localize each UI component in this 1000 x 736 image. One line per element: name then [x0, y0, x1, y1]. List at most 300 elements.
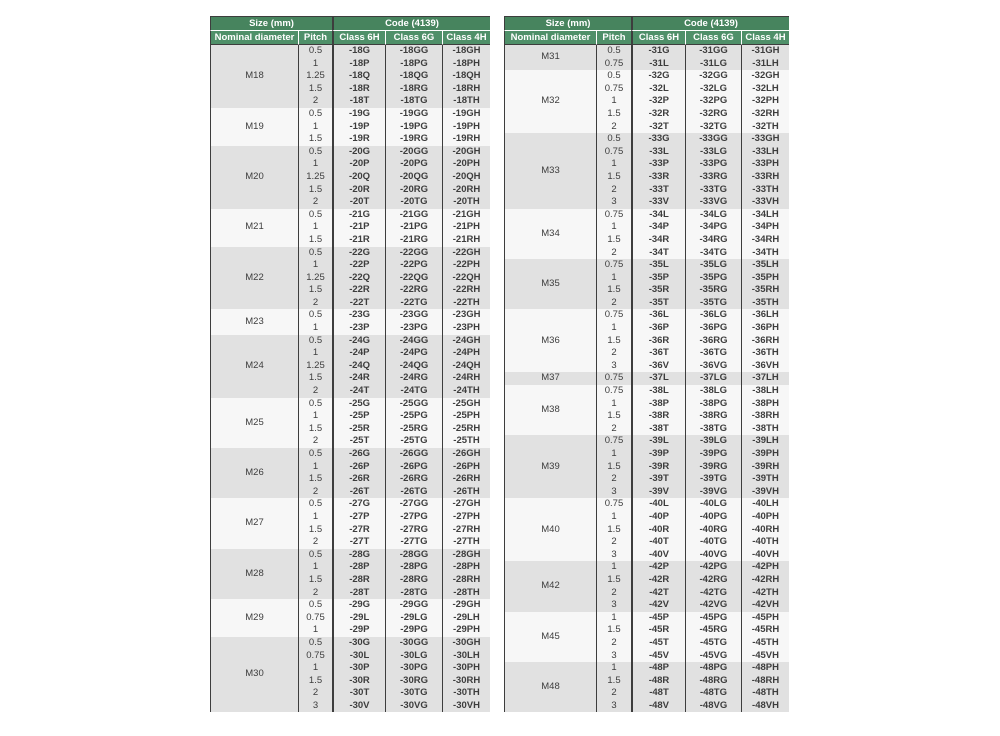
pitch-cell: 1.5 — [298, 524, 332, 537]
class-6h-cell: -28G — [332, 549, 385, 562]
class-6g-cell: -48VG — [685, 700, 741, 713]
class-6g-cell: -27PG — [385, 511, 442, 524]
pitch-cell: 2 — [298, 196, 332, 209]
class-6h-cell: -32P — [631, 95, 685, 108]
class-4h-cell: -39VH — [741, 486, 789, 499]
size-group-header: Size (mm) — [210, 17, 332, 31]
pitch-cell: 2 — [298, 687, 332, 700]
pitch-cell: 2 — [596, 247, 631, 260]
class-6h-cell: -22T — [332, 297, 385, 310]
col-header-pitch: Pitch — [298, 31, 332, 45]
class-4h-cell: -31LH — [741, 58, 789, 71]
class-6g-cell: -38LG — [685, 385, 741, 398]
class-6g-cell: -33GG — [685, 133, 741, 146]
pitch-cell: 2 — [298, 587, 332, 600]
class-6h-cell: -30P — [332, 662, 385, 675]
class-6h-cell: -30R — [332, 675, 385, 688]
class-6g-cell: -35PG — [685, 272, 741, 285]
class-6g-cell: -39RG — [685, 461, 741, 474]
tables-container — [210, 16, 789, 712]
nominal-diameter-cell: M26 — [210, 448, 298, 498]
thread-table-right-body — [504, 45, 789, 712]
pitch-cell: 0.5 — [298, 599, 332, 612]
pitch-cell: 1 — [298, 259, 332, 272]
pitch-cell: 2 — [298, 435, 332, 448]
table-row — [210, 146, 490, 159]
class-6h-cell: -32L — [631, 83, 685, 96]
pitch-cell: 1 — [298, 624, 332, 637]
class-4h-cell: -34PH — [741, 221, 789, 234]
class-6g-cell: -31GG — [685, 45, 741, 58]
pitch-cell: 1.5 — [596, 675, 631, 688]
class-6h-cell: -42R — [631, 574, 685, 587]
pitch-cell: 1.5 — [596, 284, 631, 297]
class-6h-cell: -20G — [332, 146, 385, 159]
class-6g-cell: -42RG — [685, 574, 741, 587]
pitch-cell: 1 — [298, 662, 332, 675]
class-6g-cell: -20GG — [385, 146, 442, 159]
nominal-diameter-cell: M23 — [210, 309, 298, 334]
class-6g-cell: -20QG — [385, 171, 442, 184]
class-6g-cell: -45VG — [685, 650, 741, 663]
class-4h-cell: -28TH — [442, 587, 490, 600]
class-6g-cell: -32PG — [685, 95, 741, 108]
class-6g-cell: -37LG — [685, 372, 741, 385]
table-row — [210, 549, 490, 562]
table-row — [504, 498, 789, 511]
pitch-cell: 1.5 — [298, 284, 332, 297]
class-4h-cell: -25PH — [442, 410, 490, 423]
nominal-diameter-cell: M29 — [210, 599, 298, 637]
class-4h-cell: -35LH — [741, 259, 789, 272]
class-6g-cell: -28RG — [385, 574, 442, 587]
class-6h-cell: -24P — [332, 347, 385, 360]
class-4h-cell: -18QH — [442, 70, 490, 83]
class-6h-cell: -35P — [631, 272, 685, 285]
pitch-cell: 0.75 — [596, 372, 631, 385]
table-row — [210, 45, 490, 58]
class-4h-cell: -30LH — [442, 650, 490, 663]
class-6g-cell: -22GG — [385, 247, 442, 260]
class-4h-cell: -38TH — [741, 423, 789, 436]
class-4h-cell: -32GH — [741, 70, 789, 83]
pitch-cell: 1 — [596, 511, 631, 524]
class-6h-cell: -32T — [631, 121, 685, 134]
pitch-cell: 2 — [596, 297, 631, 310]
class-6g-cell: -24RG — [385, 372, 442, 385]
table-row — [210, 108, 490, 121]
class-6h-cell: -36V — [631, 360, 685, 373]
class-4h-cell: -27RH — [442, 524, 490, 537]
table-row — [210, 637, 490, 650]
class-6g-cell: -20RG — [385, 184, 442, 197]
class-6g-cell: -20TG — [385, 196, 442, 209]
class-4h-cell: -18GH — [442, 45, 490, 58]
col-header-class-4h: Class 4H — [442, 31, 490, 45]
nominal-diameter-cell: M31 — [504, 45, 596, 70]
class-6h-cell: -25G — [332, 398, 385, 411]
class-6g-cell: -30RG — [385, 675, 442, 688]
pitch-cell: 0.5 — [298, 637, 332, 650]
class-6g-cell: -42VG — [685, 599, 741, 612]
class-4h-cell: -36PH — [741, 322, 789, 335]
class-6g-cell: -19PG — [385, 121, 442, 134]
class-6h-cell: -39P — [631, 448, 685, 461]
pitch-cell: 0.75 — [596, 259, 631, 272]
pitch-cell: 0.5 — [298, 309, 332, 322]
class-6h-cell: -18T — [332, 95, 385, 108]
class-6h-cell: -31L — [631, 58, 685, 71]
class-6h-cell: -28T — [332, 587, 385, 600]
class-4h-cell: -25RH — [442, 423, 490, 436]
class-6g-cell: -48PG — [685, 662, 741, 675]
class-6h-cell: -35R — [631, 284, 685, 297]
class-6g-cell: -27TG — [385, 536, 442, 549]
class-6h-cell: -24T — [332, 385, 385, 398]
class-4h-cell: -24PH — [442, 347, 490, 360]
nominal-diameter-cell: M40 — [504, 498, 596, 561]
class-6h-cell: -38R — [631, 410, 685, 423]
class-6g-cell: -36VG — [685, 360, 741, 373]
class-6h-cell: -30T — [332, 687, 385, 700]
pitch-cell: 0.75 — [596, 146, 631, 159]
class-6h-cell: -40L — [631, 498, 685, 511]
table-row — [504, 385, 789, 398]
class-4h-cell: -20TH — [442, 196, 490, 209]
nominal-diameter-cell: M24 — [210, 335, 298, 398]
pitch-cell: 0.5 — [298, 335, 332, 348]
pitch-cell: 2 — [596, 587, 631, 600]
class-4h-cell: -32PH — [741, 95, 789, 108]
class-6g-cell: -33LG — [685, 146, 741, 159]
class-4h-cell: -29PH — [442, 624, 490, 637]
class-6g-cell: -28GG — [385, 549, 442, 562]
class-4h-cell: -40VH — [741, 549, 789, 562]
pitch-cell: 0.75 — [298, 612, 332, 625]
nominal-diameter-cell: M38 — [504, 385, 596, 435]
class-6g-cell: -33VG — [685, 196, 741, 209]
class-6h-cell: -34P — [631, 221, 685, 234]
size-group-header: Size (mm) — [504, 17, 631, 31]
table-row — [504, 435, 789, 448]
class-6h-cell: -33L — [631, 146, 685, 159]
class-4h-cell: -36TH — [741, 347, 789, 360]
class-6h-cell: -45R — [631, 624, 685, 637]
nominal-diameter-cell: M27 — [210, 498, 298, 548]
class-6h-cell: -21R — [332, 234, 385, 247]
class-6g-cell: -23PG — [385, 322, 442, 335]
class-4h-cell: -21PH — [442, 221, 490, 234]
pitch-cell: 1 — [596, 322, 631, 335]
class-6h-cell: -18G — [332, 45, 385, 58]
nominal-diameter-cell: M18 — [210, 45, 298, 108]
class-6h-cell: -26P — [332, 461, 385, 474]
class-6h-cell: -42V — [631, 599, 685, 612]
class-4h-cell: -22GH — [442, 247, 490, 260]
class-6g-cell: -26PG — [385, 461, 442, 474]
class-6g-cell: -24PG — [385, 347, 442, 360]
class-6g-cell: -39TG — [685, 473, 741, 486]
class-6h-cell: -36T — [631, 347, 685, 360]
class-6h-cell: -31G — [631, 45, 685, 58]
class-6h-cell: -18P — [332, 58, 385, 71]
class-4h-cell: -24TH — [442, 385, 490, 398]
class-6g-cell: -25GG — [385, 398, 442, 411]
class-6g-cell: -23GG — [385, 309, 442, 322]
pitch-cell: 0.5 — [298, 398, 332, 411]
pitch-cell: 1 — [596, 662, 631, 675]
class-4h-cell: -40TH — [741, 536, 789, 549]
class-6h-cell: -25R — [332, 423, 385, 436]
pitch-cell: 1.5 — [298, 574, 332, 587]
col-header-class-4h: Class 4H — [741, 31, 789, 45]
nominal-diameter-cell: M33 — [504, 133, 596, 209]
class-6g-cell: -21GG — [385, 209, 442, 222]
class-6g-cell: -32GG — [685, 70, 741, 83]
pitch-cell: 0.5 — [596, 45, 631, 58]
pitch-cell: 0.75 — [596, 435, 631, 448]
class-6g-cell: -35TG — [685, 297, 741, 310]
class-6g-cell: -42PG — [685, 561, 741, 574]
class-6g-cell: -21RG — [385, 234, 442, 247]
class-4h-cell: -29GH — [442, 599, 490, 612]
class-6g-cell: -36TG — [685, 347, 741, 360]
class-6g-cell: -27GG — [385, 498, 442, 511]
class-6g-cell: -30PG — [385, 662, 442, 675]
table-row — [504, 612, 789, 625]
class-4h-cell: -19PH — [442, 121, 490, 134]
class-6h-cell: -20P — [332, 158, 385, 171]
col-header-class-6h: Class 6H — [332, 31, 385, 45]
class-4h-cell: -26RH — [442, 473, 490, 486]
class-4h-cell: -28GH — [442, 549, 490, 562]
col-header-class-6g: Class 6G — [685, 31, 741, 45]
class-6g-cell: -26RG — [385, 473, 442, 486]
nominal-diameter-cell: M35 — [504, 259, 596, 309]
class-6g-cell: -35RG — [685, 284, 741, 297]
class-6h-cell: -42P — [631, 561, 685, 574]
class-4h-cell: -40RH — [741, 524, 789, 537]
class-4h-cell: -45TH — [741, 637, 789, 650]
class-6g-cell: -25RG — [385, 423, 442, 436]
class-4h-cell: -39TH — [741, 473, 789, 486]
nominal-diameter-cell: M28 — [210, 549, 298, 599]
class-6g-cell: -30LG — [385, 650, 442, 663]
class-6g-cell: -40TG — [685, 536, 741, 549]
table-row — [504, 309, 789, 322]
class-6g-cell: -34TG — [685, 247, 741, 260]
class-6h-cell: -32G — [631, 70, 685, 83]
class-6h-cell: -48R — [631, 675, 685, 688]
class-4h-cell: -33TH — [741, 184, 789, 197]
class-4h-cell: -25GH — [442, 398, 490, 411]
class-4h-cell: -26PH — [442, 461, 490, 474]
class-6g-cell: -39LG — [685, 435, 741, 448]
class-4h-cell: -23GH — [442, 309, 490, 322]
class-6h-cell: -48V — [631, 700, 685, 713]
pitch-cell: 1 — [596, 398, 631, 411]
class-4h-cell: -40LH — [741, 498, 789, 511]
pitch-cell: 0.5 — [298, 146, 332, 159]
class-6g-cell: -25PG — [385, 410, 442, 423]
pitch-cell: 1.5 — [596, 410, 631, 423]
pitch-cell: 0.5 — [596, 133, 631, 146]
pitch-cell: 1.5 — [596, 524, 631, 537]
pitch-cell: 2 — [596, 687, 631, 700]
pitch-cell: 0.5 — [596, 70, 631, 83]
class-6g-cell: -32LG — [685, 83, 741, 96]
pitch-cell: 0.5 — [298, 247, 332, 260]
nominal-diameter-cell: M32 — [504, 70, 596, 133]
nominal-diameter-cell: M19 — [210, 108, 298, 146]
class-6h-cell: -27T — [332, 536, 385, 549]
pitch-cell: 1.5 — [596, 624, 631, 637]
class-6h-cell: -36P — [631, 322, 685, 335]
class-6g-cell: -38PG — [685, 398, 741, 411]
table-row — [210, 309, 490, 322]
class-6h-cell: -32R — [631, 108, 685, 121]
thread-code-table-right — [504, 16, 789, 712]
class-4h-cell: -30GH — [442, 637, 490, 650]
class-6h-cell: -29G — [332, 599, 385, 612]
pitch-cell: 1.5 — [298, 473, 332, 486]
class-6g-cell: -42TG — [685, 587, 741, 600]
class-6g-cell: -29GG — [385, 599, 442, 612]
pitch-cell: 1 — [298, 410, 332, 423]
pitch-cell: 3 — [596, 650, 631, 663]
class-4h-cell: -35PH — [741, 272, 789, 285]
class-4h-cell: -20QH — [442, 171, 490, 184]
class-6g-cell: -29PG — [385, 624, 442, 637]
pitch-cell: 1 — [298, 561, 332, 574]
class-6g-cell: -30GG — [385, 637, 442, 650]
class-4h-cell: -20GH — [442, 146, 490, 159]
class-6h-cell: -24G — [332, 335, 385, 348]
pitch-cell: 1 — [596, 158, 631, 171]
class-6h-cell: -26R — [332, 473, 385, 486]
class-6g-cell: -38RG — [685, 410, 741, 423]
class-4h-cell: -30VH — [442, 700, 490, 713]
class-4h-cell: -37LH — [741, 372, 789, 385]
col-header-class-6h: Class 6H — [631, 31, 685, 45]
class-6h-cell: -45V — [631, 650, 685, 663]
pitch-cell: 1 — [596, 221, 631, 234]
pitch-cell: 1 — [298, 58, 332, 71]
pitch-cell: 1.5 — [596, 335, 631, 348]
pitch-cell: 3 — [596, 486, 631, 499]
class-6h-cell: -36L — [631, 309, 685, 322]
class-6h-cell: -34L — [631, 209, 685, 222]
class-6h-cell: -39T — [631, 473, 685, 486]
class-6h-cell: -21P — [332, 221, 385, 234]
class-4h-cell: -38PH — [741, 398, 789, 411]
pitch-cell: 1.5 — [298, 372, 332, 385]
class-6h-cell: -34R — [631, 234, 685, 247]
class-6h-cell: -40P — [631, 511, 685, 524]
class-4h-cell: -18RH — [442, 83, 490, 96]
pitch-cell: 2 — [596, 121, 631, 134]
class-6h-cell: -20T — [332, 196, 385, 209]
class-6h-cell: -38P — [631, 398, 685, 411]
class-6g-cell: -18TG — [385, 95, 442, 108]
class-4h-cell: -24QH — [442, 360, 490, 373]
class-6h-cell: -33T — [631, 184, 685, 197]
class-4h-cell: -22QH — [442, 272, 490, 285]
class-4h-cell: -35TH — [741, 297, 789, 310]
pitch-cell: 1.5 — [298, 423, 332, 436]
class-4h-cell: -20PH — [442, 158, 490, 171]
class-6g-cell: -26GG — [385, 448, 442, 461]
nominal-diameter-cell: M34 — [504, 209, 596, 259]
class-6g-cell: -40LG — [685, 498, 741, 511]
class-6h-cell: -20R — [332, 184, 385, 197]
class-4h-cell: -23PH — [442, 322, 490, 335]
table-row — [504, 662, 789, 675]
group-header-row — [504, 17, 789, 31]
nominal-diameter-cell: M48 — [504, 662, 596, 712]
class-6g-cell: -28PG — [385, 561, 442, 574]
pitch-cell: 1 — [596, 448, 631, 461]
class-4h-cell: -45VH — [741, 650, 789, 663]
class-6h-cell: -27P — [332, 511, 385, 524]
pitch-cell: 0.75 — [596, 58, 631, 71]
class-4h-cell: -20RH — [442, 184, 490, 197]
class-6g-cell: -45TG — [685, 637, 741, 650]
pitch-cell: 3 — [596, 599, 631, 612]
class-6g-cell: -21PG — [385, 221, 442, 234]
class-6h-cell: -24R — [332, 372, 385, 385]
thread-code-table-left — [210, 16, 490, 712]
pitch-cell: 1.5 — [596, 108, 631, 121]
class-6h-cell: -23G — [332, 309, 385, 322]
pitch-cell: 1.25 — [298, 171, 332, 184]
class-6h-cell: -39L — [631, 435, 685, 448]
class-6h-cell: -28P — [332, 561, 385, 574]
class-6g-cell: -40PG — [685, 511, 741, 524]
class-4h-cell: -42RH — [741, 574, 789, 587]
class-6g-cell: -34LG — [685, 209, 741, 222]
class-6g-cell: -26TG — [385, 486, 442, 499]
class-6h-cell: -30V — [332, 700, 385, 713]
class-6g-cell: -36RG — [685, 335, 741, 348]
pitch-cell: 1 — [298, 511, 332, 524]
class-6g-cell: -29LG — [385, 612, 442, 625]
class-6g-cell: -34PG — [685, 221, 741, 234]
class-4h-cell: -34LH — [741, 209, 789, 222]
class-4h-cell: -48VH — [741, 700, 789, 713]
pitch-cell: 1.5 — [298, 675, 332, 688]
class-4h-cell: -38LH — [741, 385, 789, 398]
class-6h-cell: -40V — [631, 549, 685, 562]
class-4h-cell: -26TH — [442, 486, 490, 499]
class-4h-cell: -21RH — [442, 234, 490, 247]
class-6h-cell: -27G — [332, 498, 385, 511]
pitch-cell: 2 — [596, 637, 631, 650]
class-6g-cell: -36LG — [685, 309, 741, 322]
class-6g-cell: -22TG — [385, 297, 442, 310]
class-4h-cell: -18PH — [442, 58, 490, 71]
class-6h-cell: -28R — [332, 574, 385, 587]
class-4h-cell: -35RH — [741, 284, 789, 297]
class-6h-cell: -33R — [631, 171, 685, 184]
class-6h-cell: -39V — [631, 486, 685, 499]
pitch-cell: 1.5 — [298, 83, 332, 96]
table-row — [504, 259, 789, 272]
class-4h-cell: -33RH — [741, 171, 789, 184]
class-6h-cell: -22R — [332, 284, 385, 297]
class-6g-cell: -22PG — [385, 259, 442, 272]
nominal-diameter-cell: M36 — [504, 309, 596, 372]
